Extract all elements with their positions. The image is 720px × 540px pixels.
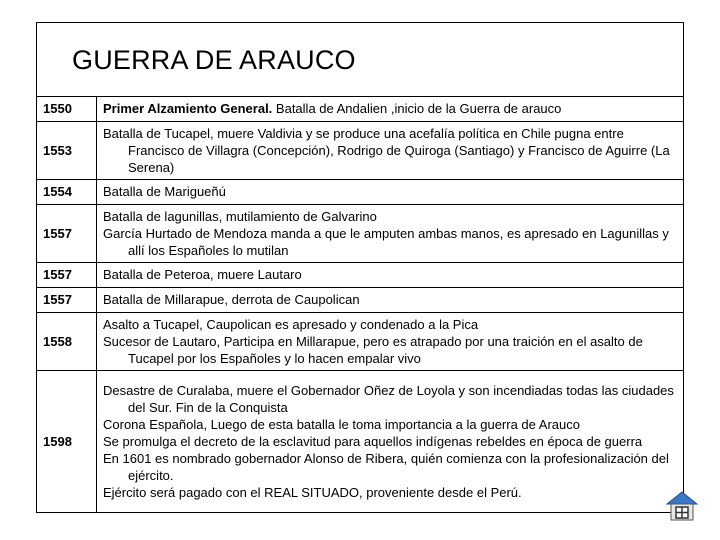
year-cell: 1557 bbox=[37, 288, 97, 313]
year-cell: 1558 bbox=[37, 313, 97, 371]
event-cell bbox=[97, 371, 684, 513]
page-title: GUERRA DE ARAUCO bbox=[72, 45, 356, 75]
event-cell bbox=[97, 205, 684, 263]
event-text: Corona Española, Luego de esta batalla le toma importancia a la guerra de Arauco bbox=[103, 416, 580, 432]
event-text: Batalla de Andalien ,inicio de la Guerra de arauco bbox=[272, 101, 562, 116]
event-cell bbox=[97, 180, 684, 205]
home-icon bbox=[665, 490, 699, 522]
event-cell bbox=[97, 263, 684, 288]
table-row bbox=[37, 97, 684, 122]
table-row bbox=[37, 205, 684, 263]
event-cell bbox=[97, 313, 684, 371]
year-cell: 1557 bbox=[37, 205, 97, 263]
table-row bbox=[37, 180, 684, 205]
table-row bbox=[37, 288, 684, 313]
event-text: Ejército será pagado con el REAL SITUADO, proveniente desde el Perú. bbox=[103, 484, 522, 500]
event-text: Desastre de Curalaba, muere el Gobernador Oñez de Loyola y son incendiadas todas las ciudades del Sur. Fin de la Conquista bbox=[103, 382, 674, 415]
year-cell: 1553 bbox=[37, 122, 97, 180]
table-row bbox=[37, 313, 684, 371]
event-cell bbox=[97, 97, 684, 122]
year-cell: 1557 bbox=[37, 263, 97, 288]
event-text: Batalla de Peteroa, muere Lautaro bbox=[103, 267, 302, 282]
table-row bbox=[37, 263, 684, 288]
event-text: Sucesor de Lautaro, Participa en Millarapue, pero es atrapado por una traición en el asalto de Tucapel por los Españoles y lo hacen empalar vivo bbox=[103, 333, 643, 366]
event-bold-text: Primer Alzamiento General. bbox=[103, 101, 273, 116]
timeline-table bbox=[36, 96, 684, 513]
home-button[interactable] bbox=[665, 490, 699, 522]
year-cell: 1598 bbox=[37, 371, 97, 513]
year-cell: 1550 bbox=[37, 97, 97, 122]
table-row bbox=[37, 122, 684, 180]
event-cell bbox=[97, 122, 684, 180]
event-text: Batalla de Marigueñú bbox=[103, 184, 226, 199]
event-text: En 1601 es nombrado gobernador Alonso de Ribera, quién comienza con la profesionalización del ejército. bbox=[103, 450, 669, 483]
title-box bbox=[36, 22, 684, 97]
event-text: Asalto a Tucapel, Caupolican es apresado y condenado a la Pica bbox=[103, 316, 479, 332]
event-cell bbox=[97, 288, 684, 313]
table-row bbox=[37, 371, 684, 513]
event-text: Batalla de Tucapel, muere Valdivia y se produce una acefalía política en Chile pugna entre Francisco de Villagra (Concepción), Rodrigo de Quiroga (Santiago) y Francisco de Aguirre (La Serena) bbox=[103, 125, 670, 175]
event-text: García Hurtado de Mendoza manda a que le amputen ambas manos, es apresado en Lagunillas y allí los Españoles lo mutilan bbox=[103, 225, 669, 258]
year-cell: 1554 bbox=[37, 180, 97, 205]
event-text: Se promulga el decreto de la esclavitud para aquellos indígenas rebeldes en época de guerra bbox=[103, 433, 643, 449]
event-text: Batalla de lagunillas, mutilamiento de Galvarino bbox=[103, 208, 377, 224]
event-text: Batalla de Millarapue, derrota de Caupolican bbox=[103, 292, 360, 307]
